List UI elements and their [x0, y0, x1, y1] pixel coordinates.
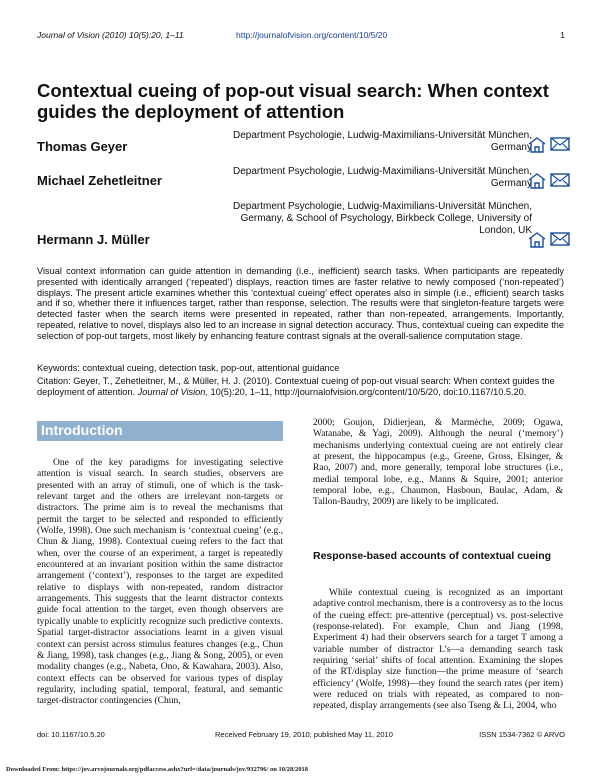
author-affiliation: Department Psychologie, Ludwig-Maximilians-Universität München, Germany: [232, 130, 532, 153]
subsection-body: [313, 588, 563, 713]
author-affiliation: Department Psychologie, Ludwig-Maximilians-Universität München, Germany: [232, 166, 532, 189]
author-icons: [528, 137, 570, 153]
mail-icon[interactable]: [550, 173, 570, 187]
journal-ref: Journal of Vision (2010) 10(5):20, 1–11: [37, 30, 184, 40]
journal-url-link[interactable]: http://journalofvision.org/content/10/5/20: [236, 30, 388, 40]
section-title: Introduction: [41, 422, 123, 438]
citation: [37, 376, 564, 398]
author-name: Thomas Geyer: [37, 139, 128, 154]
intro-paragraph-continued: 2000; Goujon, Didierjean, & Marmèche, 2009; Ogawa, Watanabe, & Yagi, 2009). Although the neural (‘memory’) mechanisms underlying contextual cueing are not entirely clear at present, the hippocampus (e.g., Greene, Gross, Elsinger, & Rao, 2007) and, more generally, temporal lobe structures (i.e., medial temporal lobe, e.g., Manns & Squire, 2001; anterior temporal lobe, e.g., Chaumon, Hasboun, Baulac, Adam, & Tallon-Baudry, 2009) are likely to be implicated.: [313, 418, 563, 508]
author-affiliation: Department Psychologie, Ludwig-Maximilians-Universität München, Germany, & School of Psychology, Birkbeck College, University of London, UK: [232, 201, 532, 236]
citation-journal: Journal of Vision,: [137, 386, 208, 397]
abstract: Visual context information can guide attention in demanding (i.e., inefficient) search tasks. When participants are repeatedly presented with identically arranged (‘repeated’) displays, reaction times are faster relative to newly composed (‘non-repeated’) displays. The present article examines whether this ‘contextual cueing’ effect operates also in simple (i.e., efficient) search tasks and if so, whether there it influences target, rather than response, selection. The results were that singleton-feature targets were detected faster when the search items were presented in repeated, rather than non-repeated, arrangements. Importantly, repeated, relative to novel, displays also led to an increase in signal detection accuracy. Thus, contextual cueing can expedite the selection of pop-out targets, most likely by enhancing feature contrast signals at the overall-salience computation stage.: [37, 266, 564, 341]
mail-icon[interactable]: [550, 232, 570, 246]
home-icon[interactable]: [528, 173, 546, 189]
author-name: Michael Zehetleitner: [37, 173, 162, 188]
page-number: 1: [560, 30, 565, 40]
footer-doi: doi: 10.1167/10.5.20: [37, 730, 105, 739]
intro-right-column: [313, 418, 563, 509]
intro-left-column: [37, 458, 283, 708]
home-icon[interactable]: [528, 137, 546, 153]
home-icon[interactable]: [528, 232, 546, 248]
subsection-title: Response-based accounts of contextual cueing: [313, 550, 552, 562]
mail-icon[interactable]: [550, 137, 570, 151]
download-note: Downloaded From: https://jov.arvojournals.org/pdfaccess.ashx?url=/data/journals/jov/932796/ on 10/28/2018: [6, 766, 309, 773]
citation-suffix: 10(5):20, 1–11, http://journalofvision.org/content/10/5/20, doi:10.1167/10.5.20.: [207, 386, 527, 397]
author-name: Hermann J. Müller: [37, 232, 150, 247]
author-icons: [528, 232, 570, 248]
author-icons: [528, 173, 570, 189]
subsection-paragraph: While contextual cueing is recognized as an important adaptive control mechanism, there is a controversy as to the locus of the cueing effect: pre-attentive (perceptual) vs. post-selective (response-related). For example, Chun and Jiang (1998, Experiment 4) had their observers search for a target T among a variable number of distractor L’s—a demanding search task requiring ‘serial’ shifts of focal attention. Examining the slopes of the RT/display size function—the prime measure of ‘search efficiency’ (Wolfe, 1998)—they found the search rates (per item) were reduced on trials with repeated, as compared to non-repeated, display arrangements (see also Tseng & Li, 2004, who: [313, 588, 563, 712]
section-header-introduction: [37, 421, 283, 441]
keywords: Keywords: contextual cueing, detection task, pop-out, attentional guidance: [37, 363, 340, 373]
footer-issn: ISSN 1534-7362 © ARVO: [479, 730, 565, 739]
citation-prefix: Citation: Geyer, T., Zehetleitner, M., & Müller, H. J. (2010). Contextual cueing of pop-out visual search: When context guides the deployment of attention.: [37, 376, 555, 397]
article-title: Contextual cueing of pop-out visual search: When context guides the deployment of attention: [37, 80, 549, 122]
intro-paragraph: One of the key paradigms for investigating selective attention is visual search. In search studies, observers are presented with an array of stimuli, one of which is the task-relevant target and the others are irrelevant non-targets or distractors. The prime aim is to reveal the mechanisms that permit the target to be selected and responded to efficiently (Wolfe, 1998). One such mechanism is ‘contextual cueing’ (e.g., Chun & Jiang, 1998). Contextual cueing refers to the fact that when, over the course of an experiment, a target is repeatedly encountered at an invariant position within the same distractor arrangement (‘context’), responses to the target are expedited relative to displays with non-repeated, random distractor arrangements. This suggests that the learnt distractor contexts guide focal attention to the target, even though observers are typically unable to explicitly recognize such predictive contexts. Spatial target-distractor associations learnt in a given visual context can persist across stimulus features changes (e.g., Chun & Jiang, 1998), task changes (e.g., Jiang & Song, 2005), or even modality changes (e.g., Nabeta, Ono, & Kawahara, 2003). Also, context effects can be observed for various types of display regularity, including spatial, temporal, featural, and semantic target-distractor contingencies (Chun,: [37, 458, 283, 707]
footer-received: Received February 19, 2010; published May 11, 2010: [215, 730, 393, 739]
